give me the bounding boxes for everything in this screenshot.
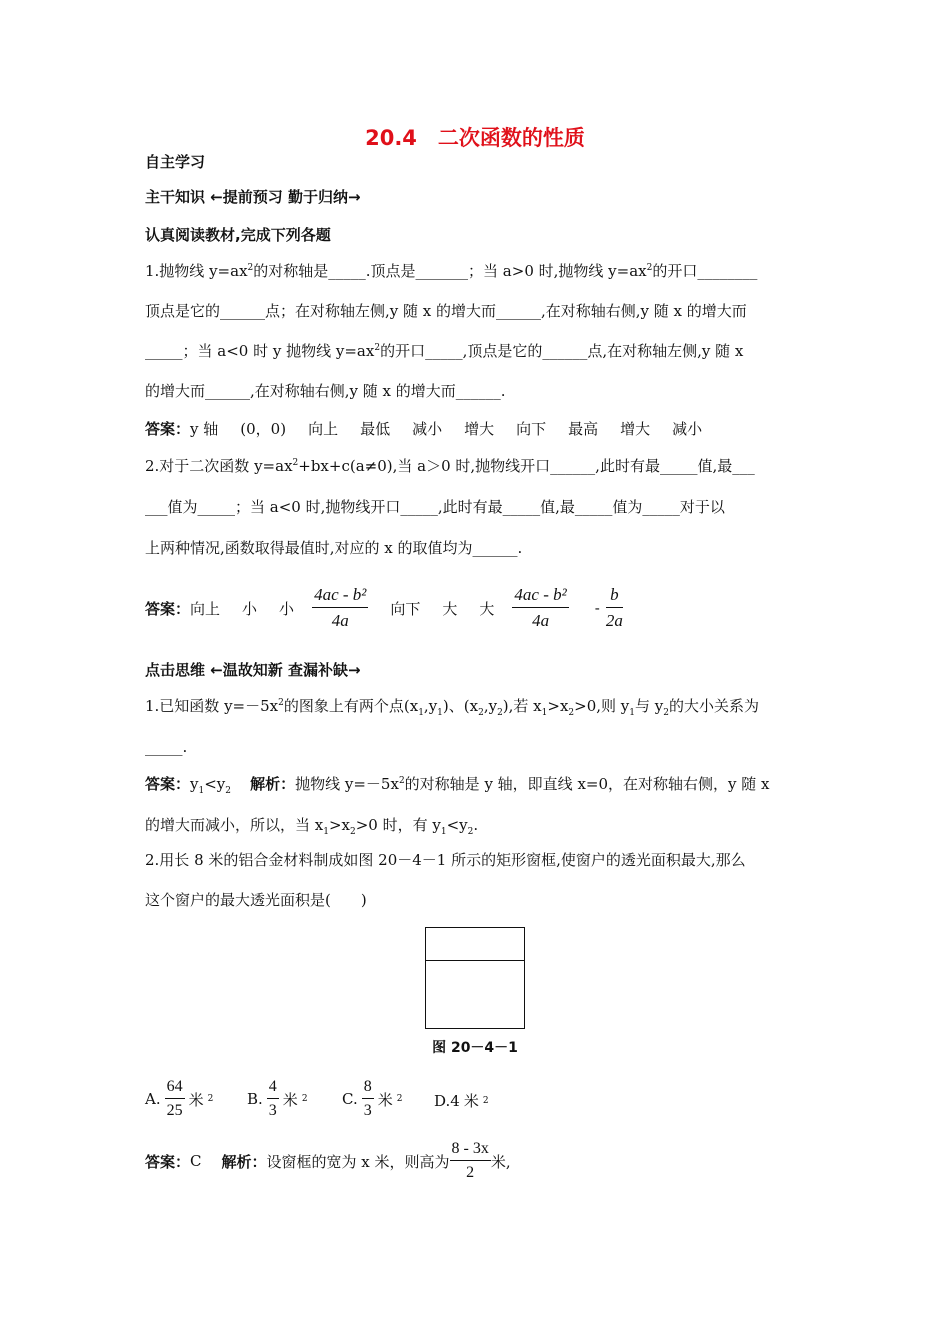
thinking-heading: 点击思维 ←温故知新 查漏补缺→: [145, 661, 361, 679]
t1-line-1: 1.已知函数 $y=-5x^2$的图象上有两个点$(x_1,y_1)$、$(x_2,y_2)$,若 $x_1>x_2>0$,则 $y_1$与 $y_2$的大小关系为: [145, 697, 760, 718]
answer-1: 答案：y 轴 (0，0) 向上 最低 减小 增大 向下 最高 增大 减小: [145, 420, 703, 438]
answer-label: 答案：: [145, 599, 191, 618]
fraction-height: $\frac{8 - 3x}{2}$: [451, 1140, 489, 1181]
figure-caption: 图 20－4－1: [432, 1040, 518, 1056]
t1-line-2: _____.: [145, 738, 188, 756]
q1-line-2: 顶点是它的______点；在对称轴左侧,y 随 x 的增大而______,在对称轴右侧,y 随 x 的增大而: [145, 302, 747, 320]
q1-line-4: 的增大而______,在对称轴右侧,y 随 x 的增大而______.: [145, 382, 506, 400]
option-b[interactable]: B. $\frac{4}{3}$ 米 2: [247, 1078, 308, 1119]
page-title: 20.4 二次函数的性质: [365, 126, 585, 150]
option-c[interactable]: C. $\frac{8}{3}$ 米 2: [342, 1078, 403, 1119]
explain-label: 解析：: [250, 775, 296, 793]
fraction-vertex-x: $\frac{b}{2a}$: [605, 585, 623, 630]
option-a[interactable]: A. $\frac{64}{25}$ 米 2: [145, 1078, 214, 1119]
answer-t1-line-2: 的增大而减小，所以，当 $x_1>x_2>0$ 时，有 $y_1<y_2$.: [145, 816, 479, 837]
answer-label: 答案：: [145, 420, 191, 438]
instruction-text: 认真阅读教材,完成下列各题: [145, 226, 331, 244]
answer-2: 答案： 向上 小 小 $\frac{\text{4ac - b²}}{4a}$ 向下 大 大 $\frac{\text{4ac - b²}}{4a}$ - $\frac{b}{2a}$: [145, 585, 623, 630]
section-heading-self-study: 自主学习: [145, 153, 206, 171]
q2-line-1: 2.对于二次函数 $y=ax^2+bx+c(a\ne 0)$,当 a＞0 时,抛物线开口______,此时有最_____值,最___: [145, 457, 755, 475]
answer-label: 答案：: [145, 1152, 191, 1171]
q2-line-3: 上两种情况,函数取得最值时,对应的 x 的取值均为______.: [145, 539, 523, 557]
answer-t1-line-1: 答案：$y_1<y_2$ 解析：抛物线 $y=-5x^2$的对称轴是 y 轴，即直线 x=0，在对称轴右侧，y 随 x: [145, 775, 770, 796]
window-frame-figure: [425, 927, 525, 1029]
explain-label: 解析：: [221, 1152, 267, 1171]
q1-line-1: 1.抛物线 $y=ax^2$的对称轴是_____.顶点是_______；当 a>0 时,抛物线 $y=ax^2$的开口________: [145, 262, 758, 280]
q1-line-3: _____；当 a<0 时 y 抛物线 $y=ax^2$的开口_____,顶点是它的______点,在对称轴左侧,y 随 x: [145, 342, 744, 360]
t2-line-1: 2.用长 8 米的铝合金材料制成如图 20－4－1 所示的矩形窗框,使窗户的透光面积最大,那么: [145, 851, 746, 869]
window-frame-crossbar: [426, 960, 524, 961]
fraction-min-value: $\frac{\text{4ac - b²}}{4a}$: [314, 585, 367, 630]
q2-line-2: ___值为_____；当 a<0 时,抛物线开口_____,此时有最_____值,最_____值为_____对于以: [145, 498, 725, 516]
answer-t2: 答案： C 解析： 设窗框的宽为 x 米，则高为 $\frac{8 - 3x}{2}$ 米,: [145, 1140, 511, 1181]
answer-label: 答案：: [145, 775, 191, 793]
main-knowledge-heading: 主干知识 ←提前预习 勤于归纳→: [145, 188, 361, 206]
option-d[interactable]: D.4 米 2: [434, 1091, 489, 1110]
t2-line-2: 这个窗户的最大透光面积是( ): [145, 891, 367, 909]
fraction-max-value: $\frac{\text{4ac - b²}}{4a}$: [514, 585, 567, 630]
